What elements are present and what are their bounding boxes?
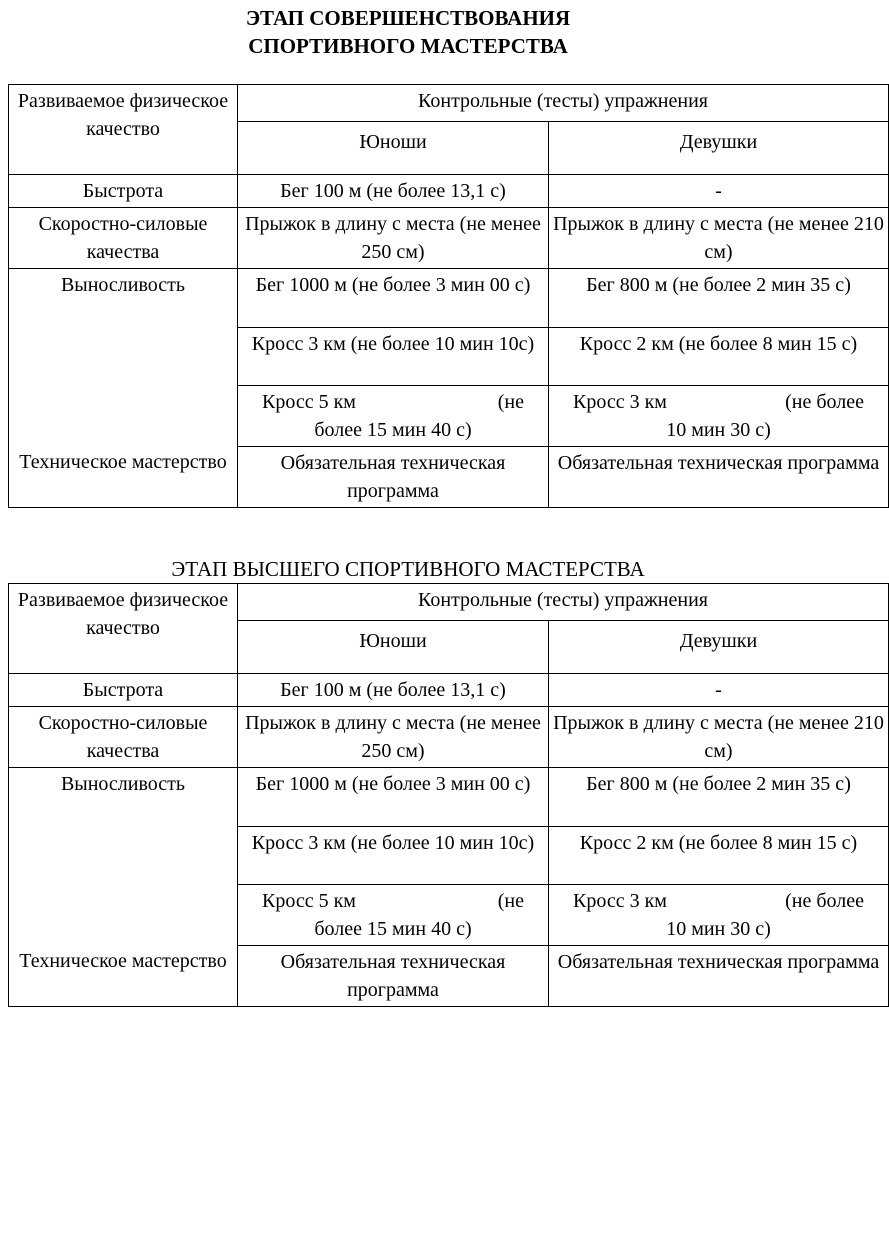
table-row (9, 327, 889, 385)
table-row (9, 269, 889, 328)
cell-quality-technique: Техническое мастерство (9, 446, 238, 507)
cell-boys-endurance-1: Бег 1000 м (не более 3 мин 00 с) (238, 269, 549, 328)
cell-text: более 15 мин 40 с) (314, 917, 472, 940)
header-boys: Юноши (238, 122, 549, 175)
cell-girls-endurance-3 (549, 884, 889, 945)
cell-quality-empty (9, 327, 238, 385)
cell-girls-technique: Обязательная техническая программа (549, 446, 889, 507)
cell-girls-power: Прыжок в длину с места (не менее 210 см) (549, 208, 889, 269)
header-girls: Девушки (549, 621, 889, 674)
cell-text: более 15 мин 40 с) (314, 418, 472, 441)
header-tests: Контрольные (тесты) упражнения (238, 85, 889, 122)
cell-girls-endurance-1: Бег 800 м (не более 2 мин 35 с) (549, 768, 889, 827)
cell-text: Кросс 5 км (262, 889, 356, 912)
cell-text: (не (497, 390, 524, 413)
cell-boys-technique: Обязательная техническая программа (238, 945, 549, 1006)
section-1-table (8, 84, 889, 508)
cell-text: 10 мин 30 с) (666, 418, 771, 441)
cell-quality-endurance: Выносливость (9, 768, 238, 827)
table-row (9, 884, 889, 945)
cell-boys-power: Прыжок в длину с места (не менее 250 см) (238, 208, 549, 269)
cell-quality-speed: Быстрота (9, 674, 238, 707)
cell-quality-speed: Быстрота (9, 175, 238, 208)
cell-boys-technique: Обязательная техническая программа (238, 446, 549, 507)
cell-girls-endurance-2: Кросс 2 км (не более 8 мин 15 с) (549, 826, 889, 884)
cell-girls-speed: - (549, 674, 889, 707)
table-header-row (9, 85, 889, 122)
cell-quality-empty (9, 826, 238, 884)
cell-text: 10 мин 30 с) (666, 917, 771, 940)
cell-boys-power: Прыжок в длину с места (не менее 250 см) (238, 707, 549, 768)
header-quality: Развиваемое физическое качество (9, 85, 238, 175)
cell-text: (не более (785, 390, 864, 413)
cell-boys-speed: Бег 100 м (не более 13,1 с) (238, 175, 549, 208)
cell-quality-power: Скоростно-силовые качества (9, 707, 238, 768)
cell-quality-empty (9, 385, 238, 446)
section-1-title-line-1: ЭТАП СОВЕРШЕНСТВОВАНИЯ (245, 6, 571, 30)
cell-girls-endurance-1: Бег 800 м (не более 2 мин 35 с) (549, 269, 889, 328)
section-2-title (0, 555, 816, 583)
section-1-table-wrapper (8, 84, 884, 502)
section-2-table (8, 583, 889, 1007)
table-row (9, 707, 889, 768)
table-row (9, 446, 889, 507)
cell-boys-endurance-2: Кросс 3 км (не более 10 мин 10с) (238, 327, 549, 385)
table-row (9, 826, 889, 884)
table-row (9, 674, 889, 707)
cell-text: (не (497, 889, 524, 912)
section-1-title (0, 4, 816, 60)
table-row (9, 175, 889, 208)
table-row (9, 945, 889, 1006)
cell-boys-speed: Бег 100 м (не более 13,1 с) (238, 674, 549, 707)
section-1-title-line-2: СПОРТИВНОГО МАСТЕРСТВА (248, 34, 568, 58)
cell-quality-power: Скоростно-силовые качества (9, 208, 238, 269)
table-header-row (9, 584, 889, 621)
cell-text: (не более (785, 889, 864, 912)
table-row (9, 208, 889, 269)
cell-text: Кросс 3 км (573, 889, 667, 912)
cell-text: Кросс 5 км (262, 390, 356, 413)
header-girls: Девушки (549, 122, 889, 175)
cell-quality-empty (9, 884, 238, 945)
table-row (9, 768, 889, 827)
cell-girls-technique: Обязательная техническая программа (549, 945, 889, 1006)
cell-boys-endurance-3 (238, 385, 549, 446)
cell-boys-endurance-2: Кросс 3 км (не более 10 мин 10с) (238, 826, 549, 884)
section-2-table-wrapper (8, 583, 884, 1001)
cell-quality-endurance: Выносливость (9, 269, 238, 328)
header-boys: Юноши (238, 621, 549, 674)
cell-quality-technique: Техническое мастерство (9, 945, 238, 1006)
cell-boys-endurance-1: Бег 1000 м (не более 3 мин 00 с) (238, 768, 549, 827)
cell-girls-endurance-2: Кросс 2 км (не более 8 мин 15 с) (549, 327, 889, 385)
cell-girls-power: Прыжок в длину с места (не менее 210 см) (549, 707, 889, 768)
cell-boys-endurance-3 (238, 884, 549, 945)
header-tests: Контрольные (тесты) упражнения (238, 584, 889, 621)
section-2-title-line-1: ЭТАП ВЫСШЕГО СПОРТИВНОГО МАСТЕРСТВА (171, 557, 645, 581)
cell-girls-endurance-3 (549, 385, 889, 446)
table-row (9, 385, 889, 446)
cell-text: Кросс 3 км (573, 390, 667, 413)
header-quality: Развиваемое физическое качество (9, 584, 238, 674)
cell-girls-speed: - (549, 175, 889, 208)
